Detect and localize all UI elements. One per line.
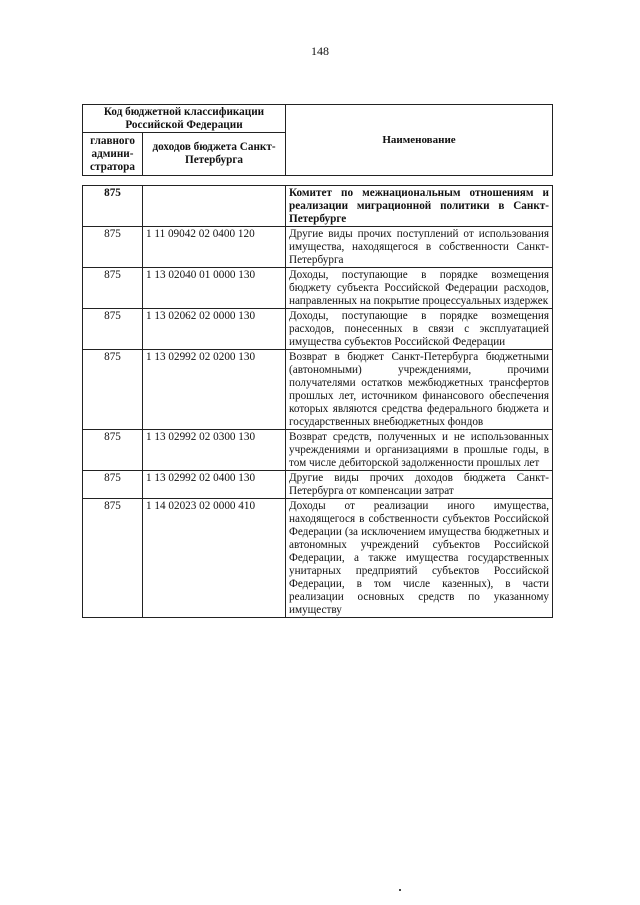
- row-admin-code: 875: [83, 227, 143, 268]
- row-income-code: 1 13 02062 02 0000 130: [143, 309, 286, 350]
- row-name: Другие виды прочих доходов бюджета Санкт-Петербурга от компенсации затрат: [286, 471, 553, 499]
- row-admin-code: 875: [83, 350, 143, 430]
- table-body: [83, 186, 553, 618]
- page-number: 148: [311, 44, 329, 58]
- table-row: [83, 430, 553, 471]
- table-row: [83, 268, 553, 309]
- scan-mark: [399, 889, 401, 891]
- table-row: [83, 471, 553, 499]
- row-admin-code: 875: [83, 309, 143, 350]
- row-admin-code: 875: [83, 186, 143, 227]
- row-admin-code: 875: [83, 471, 143, 499]
- row-admin-code: 875: [83, 430, 143, 471]
- table-row: [83, 309, 553, 350]
- header-income-column: доходов бюджета Санкт-Петербурга: [143, 133, 286, 176]
- row-name: Возврат средств, полученных и не использованных учреждениями и организациями в прошлые годы, в том числе дебиторской задолженности прошлых лет: [286, 430, 553, 471]
- row-income-code: 1 13 02992 02 0300 130: [143, 430, 286, 471]
- row-name: Доходы, поступающие в порядке возмещения бюджету субъекта Российской Федерации расходов, направленных на покрытие процессуальных издержек: [286, 268, 553, 309]
- row-name: Другие виды прочих поступлений от использования имущества, находящегося в собственности Санкт-Петербурга: [286, 227, 553, 268]
- row-income-code: [143, 186, 286, 227]
- header-group-label: Код бюджетной классификации Российской Федерации: [83, 105, 286, 133]
- table-header: [82, 104, 553, 176]
- row-name: Комитет по межнациональным отношениям и реализации миграционной политики в Санкт-Петербурге: [286, 186, 553, 227]
- row-income-code: 1 13 02992 02 0200 130: [143, 350, 286, 430]
- header-admin-column: главного админи-стратора: [83, 133, 143, 176]
- row-name: Возврат в бюджет Санкт-Петербурга бюджетными (автономными) учреждениями, прочими получателями остатков межбюджетных трансфертов прошлых лет, источником финансового обеспечения которых являются средства федерального бюджета и государственных внебюджетных фондов: [286, 350, 553, 430]
- row-name: Доходы от реализации иного имущества, находящегося в собственности субъектов Российской Федерации (за исключением имущества бюджетных и автономных учреждений субъектов Российской Федерации, а также имущества государственных унитарных предприятий субъектов Российской Федерации, в том числе казенных), в части реализации основных средств по указанному имуществу: [286, 499, 553, 618]
- table-row: [83, 499, 553, 618]
- row-admin-code: 875: [83, 268, 143, 309]
- classification-table: [82, 185, 553, 618]
- row-income-code: 1 13 02040 01 0000 130: [143, 268, 286, 309]
- row-admin-code: 875: [83, 499, 143, 618]
- row-income-code: 1 11 09042 02 0400 120: [143, 227, 286, 268]
- header-name-column: Наименование: [286, 105, 553, 176]
- table-row: [83, 350, 553, 430]
- row-income-code: 1 14 02023 02 0000 410: [143, 499, 286, 618]
- row-income-code: 1 13 02992 02 0400 130: [143, 471, 286, 499]
- table-row: [83, 227, 553, 268]
- table-row: [83, 186, 553, 227]
- row-name: Доходы, поступающие в порядке возмещения расходов, понесенных в связи с эксплуатацией имущества субъектов Российской Федерации: [286, 309, 553, 350]
